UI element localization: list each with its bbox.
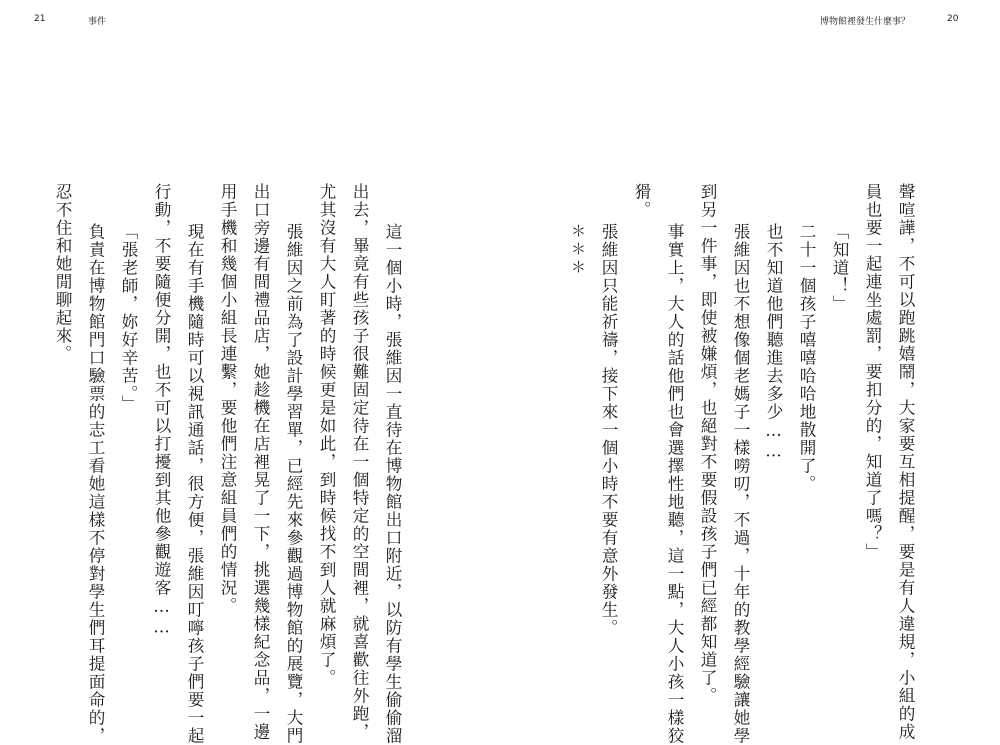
left-running-head: 事件	[88, 17, 107, 27]
right-running-head: 博物館裡發生什麼事？	[820, 17, 911, 27]
text-column: 忍不住和她閒聊起來。	[53, 183, 72, 363]
text-column: 張維因也不想像個老媽子一樣嘮叨，不過，十年的教學經驗讓她學	[731, 223, 750, 745]
text-column: 聲喧譁，不可以跑跳嬉鬧，大家要互相提醒，要是有人違規，小組的成	[896, 183, 915, 741]
text-column: 行動，不要隨便分開，也不可以打擾到其他參觀遊客……	[152, 183, 171, 638]
text-column: 二十一個孩子嘻嘻哈哈地散開了。	[797, 223, 816, 493]
text-column: 張維因之前為了設計學習單，已經先來參觀過博物館的展覽，大門	[284, 223, 303, 745]
right-page-number: 20	[947, 14, 959, 24]
text-column: 員也要一起連坐處罰，要扣分的，知道了嗎？」	[863, 183, 882, 561]
text-column: 出去，畢竟有些孩子很難固定待在一個特定的空間裡，就喜歡往外跑，	[350, 183, 369, 741]
text-column: 這一個小時，張維因一直待在博物館出口附近，以防有學生偷偷溜	[383, 223, 402, 745]
text-column: 用手機和幾個小組長連繫，要他們注意組員們的情況。	[218, 183, 237, 615]
text-column: 現在有手機隨時可以視訊通話，很方便，張維因叮嚀孩子們要一起	[185, 223, 204, 745]
text-column: 「知道！」	[830, 223, 849, 313]
text-column: 也不知道他們聽進去多少……	[764, 223, 783, 462]
section-break: ＊＊＊	[569, 223, 587, 277]
text-column: 事實上，大人的話他們也會選擇性地聽，這一點，大人小孩一樣狡	[665, 223, 684, 745]
text-column: 猾。	[632, 183, 651, 219]
text-column: 尤其沒有大人盯著的時候更是如此，到時候找不到人就麻煩了。	[317, 183, 336, 687]
left-page-number: 21	[34, 14, 46, 24]
text-column: 張維因只能祈禱，接下來一個小時不要有意外發生。	[599, 223, 618, 637]
text-column: 出口旁邊有間禮品店，她趁機在店裡晃了一下，挑選幾樣紀念品，一邊	[251, 183, 270, 741]
text-column: 到另一件事，即使被嫌煩，也絕對不要假設孩子們已經都知道了。	[698, 183, 717, 705]
text-column: 「張老師，妳好辛苦。」	[119, 223, 138, 413]
text-column: 負責在博物館門口驗票的志工看她這樣不停對學生們耳提面命的，	[86, 223, 105, 745]
